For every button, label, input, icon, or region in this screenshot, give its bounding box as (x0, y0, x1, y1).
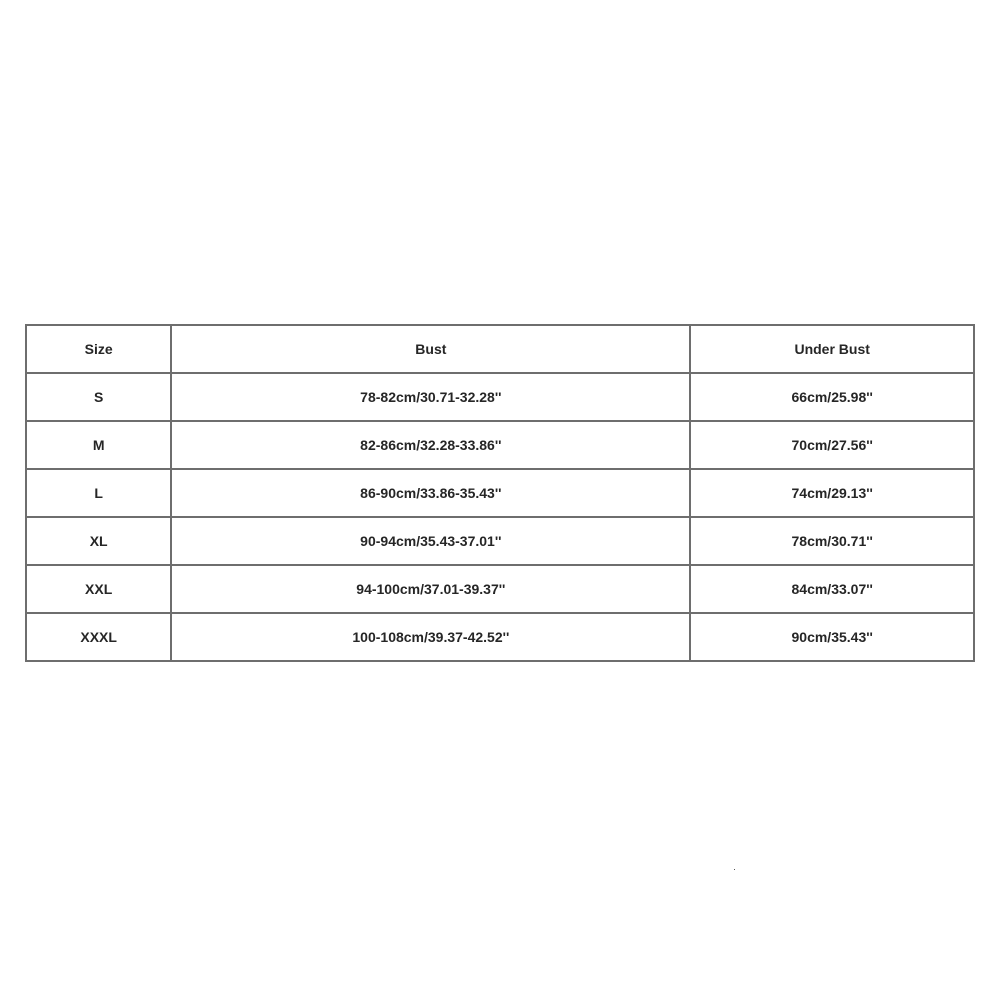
size-chart-table (25, 324, 975, 662)
bust-cell: 82-86cm/32.28-33.86'' (171, 421, 690, 469)
bust-cell: 90-94cm/35.43-37.01'' (171, 517, 690, 565)
table-row (26, 613, 974, 661)
under-bust-cell: 78cm/30.71'' (690, 517, 974, 565)
under-bust-cell: 70cm/27.56'' (690, 421, 974, 469)
header-bust: Bust (171, 325, 690, 373)
stray-dot (734, 869, 735, 870)
table-row (26, 565, 974, 613)
table-row (26, 517, 974, 565)
table-row (26, 373, 974, 421)
size-cell: XXL (26, 565, 171, 613)
size-cell: XXXL (26, 613, 171, 661)
table-header-row (26, 325, 974, 373)
under-bust-cell: 90cm/35.43'' (690, 613, 974, 661)
size-cell: S (26, 373, 171, 421)
size-cell: XL (26, 517, 171, 565)
under-bust-cell: 66cm/25.98'' (690, 373, 974, 421)
table-row (26, 469, 974, 517)
bust-cell: 78-82cm/30.71-32.28'' (171, 373, 690, 421)
under-bust-cell: 84cm/33.07'' (690, 565, 974, 613)
size-cell: L (26, 469, 171, 517)
header-size: Size (26, 325, 171, 373)
bust-cell: 86-90cm/33.86-35.43'' (171, 469, 690, 517)
size-cell: M (26, 421, 171, 469)
bust-cell: 94-100cm/37.01-39.37'' (171, 565, 690, 613)
bust-cell: 100-108cm/39.37-42.52'' (171, 613, 690, 661)
under-bust-cell: 74cm/29.13'' (690, 469, 974, 517)
table-row (26, 421, 974, 469)
header-under-bust: Under Bust (690, 325, 974, 373)
